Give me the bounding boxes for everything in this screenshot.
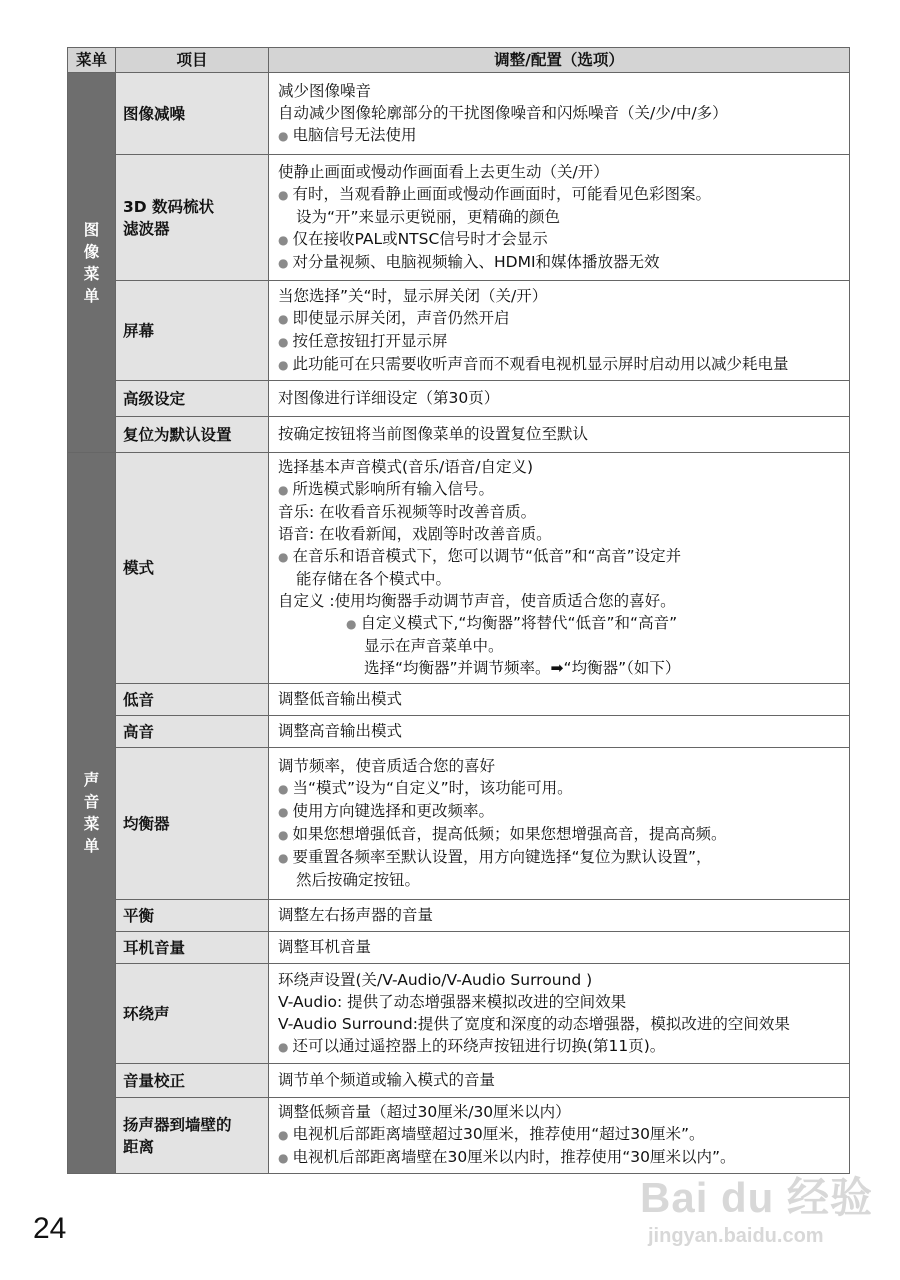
description-line: 当您选择”关“时，显示屏关闭（关/开）	[278, 286, 548, 305]
setting-item-name: 屏幕	[116, 281, 269, 381]
setting-description	[269, 155, 850, 281]
setting-description	[269, 281, 850, 381]
table-row	[68, 1098, 850, 1174]
picture-menu-label	[68, 73, 116, 453]
page-number: 24	[33, 1212, 67, 1245]
description-line: V-Audio Surround:提供了宽度和深度的动态增强器，模拟改进的空间效果	[278, 1014, 790, 1033]
table-header-row	[68, 48, 850, 73]
watermark-url: jingyan.baidu.com	[648, 1225, 824, 1247]
description-line: 调整左右扬声器的音量	[278, 906, 434, 924]
table-row	[68, 381, 850, 417]
description-line: 然后按确定按钮。	[296, 871, 421, 889]
description-line: 调整耳机音量	[278, 938, 372, 956]
description-line: 使静止画面或慢动作画面看上去更生动（关/开）	[278, 162, 609, 181]
bullet-line: ● 此功能可在只需要收听声音而不观看电视机显示屏时启动用以减少耗电量	[278, 353, 843, 376]
table-row	[68, 964, 850, 1064]
table-row	[68, 684, 850, 716]
setting-item-name: 均衡器	[116, 748, 269, 900]
description-line: 减少图像噪音	[278, 81, 372, 100]
setting-description	[269, 748, 850, 900]
table-row	[68, 453, 850, 684]
setting-item-name: 环绕声	[116, 964, 269, 1064]
bullet-line: ● 使用方向键选择和更改频率。	[278, 800, 843, 823]
setting-item-name: 平衡	[116, 900, 269, 932]
description-line: 自定义 :使用均衡器手动调节声音，使音质适合您的喜好。	[278, 592, 676, 610]
description-line: 选择基本声音模式(音乐/语音/自定义)	[278, 458, 534, 476]
bullet-line: ● 电视机后部距离墙壁在30厘米以内时，推荐使用“30厘米以内”。	[278, 1146, 843, 1169]
setting-item-name: 低音	[116, 684, 269, 716]
bullet-line: ● 有时，当观看静止画面或慢动作画面时，可能看见色彩图案。	[278, 183, 843, 206]
description-line: 调节频率，使音质适合您的喜好	[278, 757, 496, 775]
setting-description	[269, 684, 850, 716]
watermark-logo-text: Bai du 经验	[640, 1174, 874, 1221]
setting-description	[269, 900, 850, 932]
setting-item-name: 耳机音量	[116, 932, 269, 964]
description-line: V-Audio: 提供了动态增强器来模拟改进的空间效果	[278, 992, 627, 1011]
bullet-line: ● 电视机后部距离墙壁超过30厘米，推荐使用“超过30厘米”。	[278, 1123, 843, 1146]
header-item: 项目	[116, 48, 269, 73]
bullet-line: ● 对分量视频、电脑视频输入、HDMI和媒体播放器无效	[278, 251, 843, 274]
setting-description	[269, 381, 850, 417]
bullet-line: ● 要重置各频率至默认设置，用方向键选择“复位为默认设置”，	[278, 846, 843, 869]
bullet-line: ● 按任意按钮打开显示屏	[278, 330, 843, 353]
setting-item-name: 复位为默认设置	[116, 417, 269, 453]
bullet-line: ● 所选模式影响所有输入信号。	[278, 478, 843, 501]
description-line: 音乐: 在收看音乐视频等时改善音质。	[278, 503, 537, 521]
table-row	[68, 73, 850, 155]
bullet-line: ● 在音乐和语音模式下，您可以调节“低音”和“高音”设定并	[278, 545, 843, 568]
description-line: 自动减少图像轮廓部分的干扰图像噪音和闪烁噪音（关/少/中/多）	[278, 103, 728, 122]
settings-table	[67, 47, 850, 1174]
table-row	[68, 748, 850, 900]
description-line: 调整低频音量（超过30厘米/30厘米以内）	[278, 1103, 571, 1121]
table-row	[68, 155, 850, 281]
setting-description	[269, 932, 850, 964]
setting-description	[269, 716, 850, 748]
bullet-line: ● 即使显示屏关闭，声音仍然开启	[278, 307, 843, 330]
setting-description	[269, 417, 850, 453]
bullet-line: ● 电脑信号无法使用	[278, 124, 843, 147]
sound-menu-label	[68, 453, 116, 1174]
setting-item-name: 扬声器到墙壁的距离	[116, 1098, 269, 1174]
description-line: 调整低音输出模式	[278, 690, 403, 708]
description-line: 对图像进行详细设定（第30页）	[278, 389, 500, 407]
menu-category-text: 声音菜单	[83, 771, 100, 855]
description-line: 调整高音输出模式	[278, 722, 403, 740]
setting-description	[269, 1098, 850, 1174]
setting-description	[269, 1064, 850, 1098]
setting-item-name: 音量校正	[116, 1064, 269, 1098]
description-line: 选择“均衡器”并调节频率。➡“均衡器”（如下）	[364, 659, 681, 677]
description-line: 调节单个频道或输入模式的音量	[278, 1071, 496, 1089]
table-row	[68, 900, 850, 932]
setting-description	[269, 73, 850, 155]
header-menu: 菜单	[68, 48, 116, 73]
bullet-line: ● 自定义模式下,“均衡器”将替代“低音”和“高音”	[278, 612, 843, 635]
setting-item-name: 高级设定	[116, 381, 269, 417]
setting-item-name: 高音	[116, 716, 269, 748]
setting-item-name: 3D 数码梳状滤波器	[116, 155, 269, 281]
menu-category-text: 图像菜单	[83, 220, 100, 305]
description-line: 显示在声音菜单中。	[364, 637, 504, 655]
bullet-line: ● 如果您想增强低音，提高低频；如果您想增强高音，提高高频。	[278, 823, 843, 846]
description-line: 能存储在各个模式中。	[296, 570, 452, 588]
description-line: 语音: 在收看新闻，戏剧等时改善音质。	[278, 525, 552, 543]
description-line: 按确定按钮将当前图像菜单的设置复位至默认	[278, 425, 589, 443]
setting-description	[269, 453, 850, 684]
bullet-line: ● 还可以通过遥控器上的环绕声按钮进行切换(第11页)。	[278, 1035, 843, 1058]
table-row	[68, 281, 850, 381]
baidu-jingyan-watermark	[640, 1165, 873, 1248]
setting-description	[269, 964, 850, 1064]
setting-item-name: 模式	[116, 453, 269, 684]
table-row	[68, 716, 850, 748]
bullet-line: ● 仅在接收PAL或NTSC信号时才会显示	[278, 228, 843, 251]
description-line: 设为“开”来显示更锐丽，更精确的颜色	[296, 207, 561, 226]
bullet-line: ● 当“模式”设为“自定义”时，该功能可用。	[278, 777, 843, 800]
header-description: 调整/配置（选项）	[269, 48, 850, 73]
table-row	[68, 1064, 850, 1098]
description-line: 环绕声设置(关/V-Audio/V-Audio Surround )	[278, 970, 593, 989]
setting-item-name: 图像减噪	[116, 73, 269, 155]
table-row	[68, 417, 850, 453]
table-row	[68, 932, 850, 964]
